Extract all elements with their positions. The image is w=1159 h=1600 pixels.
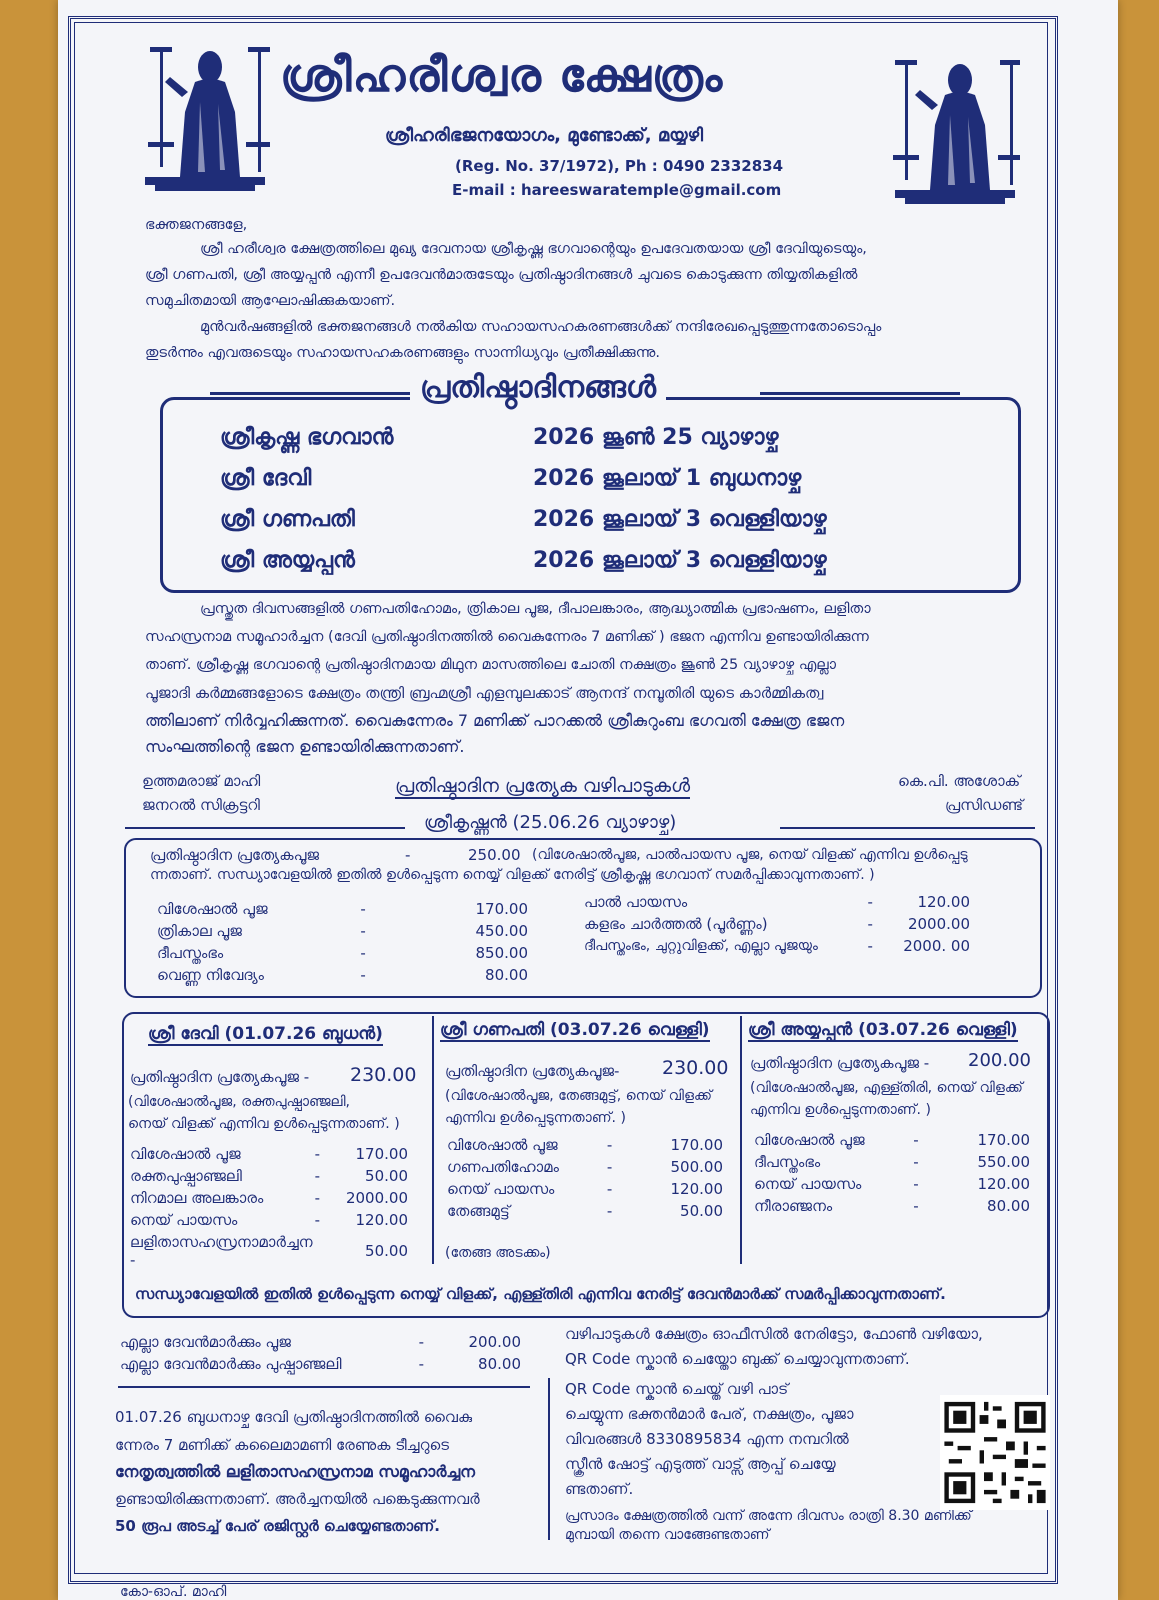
heading-rule <box>125 827 405 829</box>
devi-main-label: പ്രതിഷ്ഠാദിന പ്രത്യേകപൂജ - <box>130 1068 310 1086</box>
offering-label: ദീപസ്തംഭം <box>754 1153 821 1171</box>
pratishta-date: 2026 ജൂലായ് 3 വെള്ളിയാഴ്ച <box>533 548 827 573</box>
offering-label: നെയ് പായസം <box>130 1211 238 1229</box>
qr-line: ചെയ്യുന്ന ഭക്തൻമാർ പേര്, നക്ഷത്രം, പൂജാ <box>565 1405 854 1423</box>
qr-line: സ്ക്രീൻ ഷോട്ട് എടുത്ത് വാട്സ് ആപ്പ് ചെയ്യേ <box>565 1455 836 1473</box>
special-offerings-heading: പ്രതിഷ്ഠാദിന പ്രത്യേക വഴിപാടുകൾ <box>395 775 691 797</box>
table-row: എല്ലാ ദേവൻമാർക്കും പുഷ്പാഞ്ജലി - 80.00 <box>120 1355 521 1373</box>
all-gods-table <box>118 1330 523 1376</box>
deity-name: ശ്രീ അയ്യപ്പൻ <box>220 548 355 573</box>
pratishta-date: 2026 ജൂലായ് 3 വെള്ളിയാഴ്ച <box>533 507 827 532</box>
offering-amount: 450.00 <box>475 922 528 940</box>
deity-name: ശ്രീ ഗണപതി <box>220 507 355 532</box>
registration-phone: (Reg. No. 37/1972), Ph : 0490 2332834 <box>455 157 784 175</box>
ayyappan-heading: ശ്രീ അയ്യപ്പൻ (03.07.26 വെള്ളി) <box>748 1020 1018 1040</box>
deity-name: ശ്രീകൃഷ്ണ ഭഗവാൻ <box>220 425 394 450</box>
ayyappan-desc: (വിശേഷാൽപൂജ, എള്ള്തിരി, നെയ് വിളക്ക് <box>750 1080 1023 1096</box>
booking-line: വഴിപാടുകൾ ക്ഷേത്രം ഓഫീസിൽ നേരിട്ടോ, ഫോൺ വഴിയോ, <box>565 1325 983 1343</box>
secretary-name: ഉത്തമരാജ് മാഹി <box>142 772 261 790</box>
body-line: ത്തിലാണ് നിർവ്വഹിക്കുന്നത്. വൈകുന്നേരം 7 മണിക്ക് പാറക്കൽ ശ്രീകുറുംബ ഭഗവതി ക്ഷേത്ര ഭജന <box>145 711 845 730</box>
offering-label: ദീപസ്തംഭം, ചുറ്റുവിളക്ക്, എല്ലാ പൂജയും <box>584 938 818 954</box>
qr-line: വിവരങ്ങൾ 8330895834 എന്ന നമ്പറിൽ <box>565 1430 849 1448</box>
devi-desc: നെയ് വിളക്ക് എന്നിവ ഉൾപ്പെടുന്നതാണ്. ) <box>128 1116 400 1132</box>
section-divider <box>548 1378 550 1540</box>
ayyappan-main-amount: 200.00 <box>968 1050 1031 1071</box>
offering-amount: 80.00 <box>987 1197 1030 1215</box>
offering-label: തേങ്ങമുട്ട് <box>447 1202 510 1220</box>
devi-desc: (വിശേഷാൽപൂജ, രക്തപുഷ്പാഞ്ജലി, <box>128 1094 350 1110</box>
ganapathi-note: (തേങ്ങ അടക്കം) <box>445 1245 551 1261</box>
krishna-main-amount: 250.00 <box>468 846 521 864</box>
krishna-heading: ശ്രീകൃഷ്ണൻ (25.06.26 വ്യാഴാഴ്ച) <box>418 812 682 833</box>
table-row: വിശേഷാൽ പൂജ - 170.00 <box>157 900 528 918</box>
deity-left-icon <box>140 42 270 202</box>
secretary-title: ജനറൽ സിക്രട്ടറി <box>142 796 260 814</box>
pratishta-date: 2026 ജൂലായ് 1 ബുധനാഴ്ച <box>533 466 802 491</box>
heading-rule <box>780 827 1035 829</box>
intro-line: മുൻവർഷങ്ങളിൽ ഭക്തജനങ്ങൾ നൽകിയ സഹായസഹകരണങ്ങൾക്ക് നന്ദിരേഖപ്പെടുത്തുന്നതോടൊപ്പം <box>200 319 882 335</box>
offering-amount: 120.00 <box>977 1175 1030 1193</box>
table-row: നെയ് പായസം - 120.00 <box>754 1175 1030 1193</box>
devi-main-amount: 230.00 <box>350 1064 417 1086</box>
lalitha-line: ന്നേരം 7 മണിക്ക് കലൈമാമണി രേണുക ടീച്ചറുടെ <box>115 1436 449 1454</box>
offering-amount: 80.00 <box>478 1355 521 1373</box>
table-row: ഗണപതിഹോമം - 500.00 <box>447 1158 723 1176</box>
offering-label: ത്രികാല പൂജ <box>157 922 242 940</box>
body-line: താണ്. ശ്രീകൃഷ്ണ ഭഗവാന്റെ പ്രതിഷ്ഠാദിനമായ മിഥുന മാസത്തിലെ ചോതി നക്ഷത്രം ജൂൺ 25 വ്യാഴാഴ്ച എല്ലാ <box>145 657 837 673</box>
offering-label: വിശേഷാൽ പൂജ <box>130 1145 241 1163</box>
table-row: വിശേഷാൽ പൂജ - 170.00 <box>447 1136 723 1154</box>
offering-amount: 170.00 <box>977 1131 1030 1149</box>
prasadam-line: പ്രസാദം ക്ഷേത്രത്തിൽ വന്ന് അന്നേ ദിവസം രാത്രി 8.30 മണിക്ക് <box>565 1508 972 1524</box>
sandhya-note: സന്ധ്യാവേളയിൽ ഇതിൽ ഉൾപ്പെടുന്ന നെയ്യ് വിളക്ക്, എള്ള്തിരി എന്നിവ നേരിട്ട് ദേവൻമാർക്ക് സമർപ്പിക്കാവുന്നതാണ്. <box>135 1285 946 1303</box>
ayyappan-main-label: പ്രതിഷ്ഠാദിന പ്രത്യേകപൂജ - <box>750 1054 930 1072</box>
table-row: വിശേഷാൽ പൂജ - 170.00 <box>754 1131 1030 1149</box>
column-divider <box>740 1016 742 1264</box>
ganapathi-desc: (വിശേഷാൽപൂജ, തേങ്ങമുട്ട്, നെയ് വിളക്ക് <box>445 1088 712 1104</box>
table-row: ത്രികാല പൂജ - 450.00 <box>157 922 528 940</box>
salutation: ഭക്തജനങ്ങളേ, <box>145 217 248 233</box>
intro-line: സമുചിതമായി ആഘോഷിക്കുകയാണ്. <box>145 293 396 309</box>
offering-label: എല്ലാ ദേവൻമാർക്കും പുഷ്പാഞ്ജലി <box>120 1355 342 1373</box>
lalitha-line: 01.07.26 ബുധനാഴ്ച ദേവി പ്രതിഷ്ഠാദിനത്തിൽ വൈകു <box>115 1408 473 1426</box>
body-line: പൂജാദി കർമ്മങ്ങളോടെ ക്ഷേത്രം തന്ത്രി ബ്രഹ്മശ്രീ എളമ്പുലക്കാട് ആനന്ദ് നമ്പൂതിരി യുടെ കാർമ്മികത്വ <box>145 684 824 702</box>
offering-label: ദീപസ്തംഭം <box>157 944 224 962</box>
offering-label: വിശേഷാൽ പൂജ <box>447 1136 558 1154</box>
krishna-main-label: പ്രതിഷ്ഠാദിന പ്രത്യേകപൂജ <box>150 846 320 864</box>
offering-amount: 850.00 <box>475 944 528 962</box>
table-row: നെയ് പായസം - 120.00 <box>447 1180 723 1198</box>
devi-table <box>128 1142 410 1272</box>
offering-label: കളഭം ചാർത്തൽ (പൂർണ്ണം) <box>584 915 768 933</box>
president-name: കെ.പി. അശോക് <box>898 772 1021 790</box>
offering-amount: 120.00 <box>670 1180 723 1198</box>
offering-label: നിറമാല അലങ്കാരം <box>130 1189 264 1207</box>
table-row: നിറമാല അലങ്കാരം - 2000.00 <box>130 1189 408 1207</box>
offering-amount: 2000.00 <box>345 1189 408 1207</box>
intro-line: ശ്രീ ഹരീശ്വര ക്ഷേത്രത്തിലെ മുഖ്യ ദേവനായ ശ്രീകൃഷ്ണ ഭഗവാന്റെയും ഉപദേവതയായ ശ്രീ ദേവിയുടെയും, <box>200 241 867 257</box>
table-row: പാൽ പായസം - 120.00 <box>584 893 970 911</box>
lalitha-line: നേതൃത്വത്തിൽ ലളിതാസഹസ്രനാമ സമൂഹാർച്ചന <box>115 1462 475 1481</box>
offering-amount: 120.00 <box>917 893 970 911</box>
lalitha-line: 50 രൂപ അടച്ച് പേര് രജിസ്റ്റർ ചെയ്യേണ്ടതാണ്. <box>115 1517 440 1535</box>
pratishta-date: 2026 ജൂൺ 25 വ്യാഴാഴ്ച <box>533 425 779 450</box>
offering-amount: 50.00 <box>680 1202 723 1220</box>
booking-line: QR Code സ്കാൻ ചെയ്തോ ബുക്ക് ചെയ്യാവുന്നതാണ്. <box>565 1350 910 1368</box>
table-row: വിശേഷാൽ പൂജ - 170.00 <box>130 1145 408 1163</box>
offering-amount: 120.00 <box>355 1211 408 1229</box>
qr-line: QR Code സ്കാൻ ചെയ്ത് വഴി പാട് <box>565 1380 789 1398</box>
offering-amount: 2000. 00 <box>903 937 970 955</box>
body-line: സംഘത്തിന്റെ ഭജന ഉണ്ടായിരിക്കുന്നതാണ്. <box>145 737 465 756</box>
krishna-left-table <box>155 897 530 987</box>
devi-heading: ശ്രീ ദേവി (01.07.26 ബുധൻ) <box>148 1024 383 1044</box>
offering-label: പാൽ പായസം <box>584 893 688 911</box>
krishna-main-desc: (വിശേഷാൽപൂജ, പാൽപായസ പൂജ, നെയ് വിളക്ക് എന്നിവ ഉൾപ്പെടു <box>532 847 968 863</box>
offering-label: വിശേഷാൽ പൂജ <box>754 1131 865 1149</box>
dash: - <box>405 846 411 864</box>
deity-name: ശ്രീ ദേവി <box>220 466 312 491</box>
table-row: തേങ്ങമുട്ട് - 50.00 <box>447 1202 723 1220</box>
body-line: പ്രസ്തുത ദിവസങ്ങളിൽ ഗണപതിഹോമം, ത്രികാല പൂജ, ദീപാലങ്കാരം, ആദ്ധ്യാത്മിക പ്രഭാഷണം, ലളിതാ <box>200 601 871 617</box>
deity-right-icon <box>890 55 1020 215</box>
table-row: എല്ലാ ദേവൻമാർക്കും പൂജ - 200.00 <box>120 1333 521 1351</box>
offering-label: നെയ് പായസം <box>447 1180 555 1198</box>
qr-code-icon[interactable] <box>940 1395 1050 1510</box>
offering-amount: 550.00 <box>977 1153 1030 1171</box>
footer-note: കോ-ഓപ്. മാഹി <box>120 1584 227 1600</box>
krishna-right-table <box>582 890 972 958</box>
table-row: നീരാഞ്ജനം - 80.00 <box>754 1197 1030 1215</box>
president-title: പ്രസിഡണ്ട് <box>945 796 1024 814</box>
table-row: നെയ് പായസം - 120.00 <box>130 1211 408 1229</box>
offering-label: നീരാഞ്ജനം <box>754 1197 833 1215</box>
ganapathi-table <box>445 1133 725 1223</box>
offering-amount: 170.00 <box>355 1145 408 1163</box>
temple-title: ശ്രീഹരീശ്വര ക്ഷേത്രം <box>280 48 724 102</box>
body-line: സഹസ്രനാമ സമൂഹാർച്ചന (ദേവി പ്രതിഷ്ഠാദിനത്തിൽ വൈകുന്നേരം 7 മണിക്ക് ) ഭജന എന്നിവ ഉണ്ടായിരിക്കുന്ന <box>145 629 869 645</box>
offering-amount: 80.00 <box>485 966 528 984</box>
column-divider <box>432 1016 434 1264</box>
temple-subtitle: ശ്രീഹരിഭജനയോഗം, മുണ്ടോക്ക്, മയ്യഴി <box>385 125 703 146</box>
table-row: ദീപസ്തംഭം - 850.00 <box>157 944 528 962</box>
offering-label: ലളിതാസഹസ്രനാമാർച്ചന - <box>130 1233 313 1269</box>
ayyappan-table <box>752 1128 1032 1218</box>
qr-line: ണ്ടതാണ്. <box>565 1480 634 1498</box>
offering-label: നെയ് പായസം <box>754 1175 862 1193</box>
lalitha-line: ഉണ്ടായിരിക്കുന്നതാണ്. അർച്ചനയിൽ പങ്കെടുക്കുന്നവർ <box>115 1490 480 1508</box>
offering-label: എല്ലാ ദേവൻമാർക്കും പൂജ <box>120 1333 291 1351</box>
pratishta-heading: പ്രതിഷ്ഠാദിനങ്ങൾ <box>410 370 666 405</box>
table-row: കളഭം ചാർത്തൽ (പൂർണ്ണം) - 2000.00 <box>584 915 970 933</box>
intro-line: ശ്രീ ഗണപതി, ശ്രീ അയ്യപ്പൻ എന്നീ ഉപദേവൻമാരുടേയും പ്രതിഷ്ഠാദിനങ്ങൾ ചുവടെ കൊടുക്കുന്ന തിയ്യതികളിൽ <box>145 267 858 283</box>
prasadam-line: മുമ്പായി തന്നെ വാങ്ങേണ്ടതാണ് <box>565 1527 770 1543</box>
ayyappan-desc: എന്നിവ ഉൾപ്പെടുന്നതാണ്. ) <box>750 1102 931 1118</box>
offering-amount: 2000.00 <box>907 915 970 933</box>
email-address: E-mail : hareeswaratemple@gmail.com <box>452 181 782 199</box>
table-row: വെണ്ണ നിവേദ്യം - 80.00 <box>157 966 528 984</box>
offering-amount: 170.00 <box>670 1136 723 1154</box>
offering-label: ഗണപതിഹോമം <box>447 1158 559 1176</box>
offering-amount: 50.00 <box>365 1167 408 1185</box>
table-row <box>130 1232 408 1270</box>
intro-line: തുടർന്നും എവരുടെയും സഹായസഹകരണങ്ങളും സാന്നിധ്യവും പ്രതീക്ഷിക്കുന്നു. <box>145 345 661 361</box>
offering-amount: 170.00 <box>475 900 528 918</box>
ganapathi-main-label: പ്രതിഷ്ഠാദിന പ്രത്യേകപൂജ- <box>445 1062 620 1080</box>
section-rule <box>118 1386 530 1388</box>
offering-label: രക്തപുഷ്പാഞ്ജലി <box>130 1167 242 1185</box>
heading-rule <box>210 392 410 395</box>
ganapathi-heading: ശ്രീ ഗണപതി (03.07.26 വെള്ളി) <box>440 1020 710 1040</box>
table-row: ദീപസ്തംഭം, ചുറ്റുവിളക്ക്, എല്ലാ പൂജയും - 2000. 00 <box>584 937 970 955</box>
ganapathi-main-amount: 230.00 <box>662 1057 729 1079</box>
table-row: ദീപസ്തംഭം - 550.00 <box>754 1153 1030 1171</box>
offering-amount: 50.00 <box>365 1242 408 1260</box>
table-row: രക്തപുഷ്പാഞ്ജലി - 50.00 <box>130 1167 408 1185</box>
offering-label: വിശേഷാൽ പൂജ <box>157 900 268 918</box>
ganapathi-desc: എന്നിവ ഉൾപ്പെടുന്നതാണ്. ) <box>445 1110 626 1126</box>
offering-amount: 200.00 <box>468 1333 521 1351</box>
offering-label: വെണ്ണ നിവേദ്യം <box>157 966 264 984</box>
heading-rule <box>760 392 960 395</box>
offering-amount: 500.00 <box>670 1158 723 1176</box>
krishna-main-desc: ന്നതാണ്. സന്ധ്യാവേളയിൽ ഇതിൽ ഉൾപ്പെടുന്ന നെയ്യ് വിളക്ക് നേരിട്ട് ശ്രീകൃഷ്ണ ഭഗവാന് സമർപ്പിക്കാവുന്നതാണ്. ) <box>150 867 875 883</box>
